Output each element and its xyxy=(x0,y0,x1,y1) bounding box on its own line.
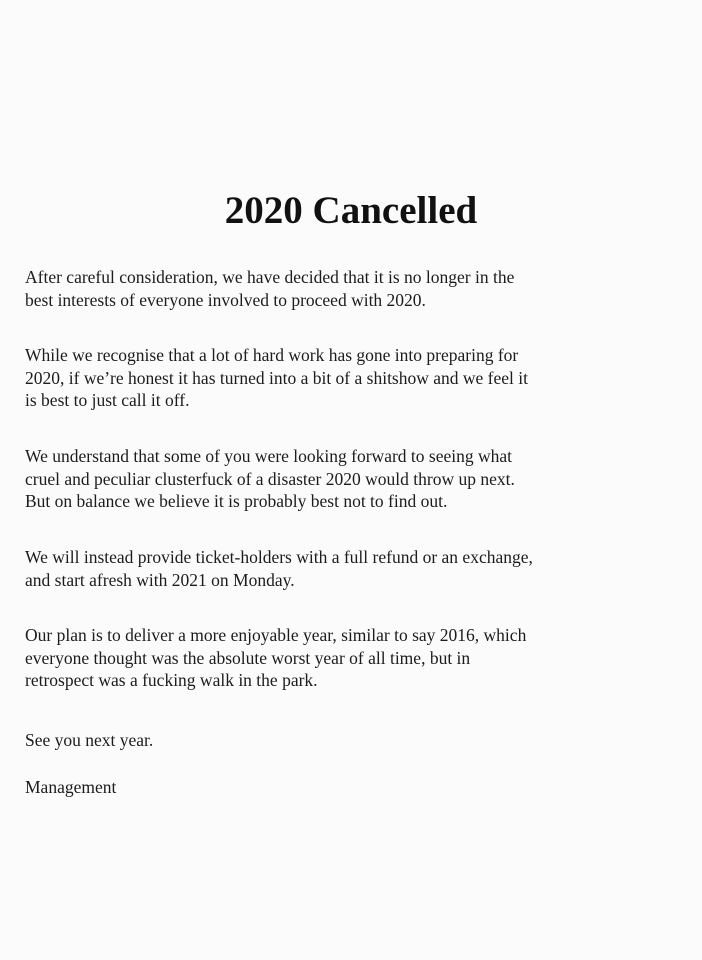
paragraph-recognise: While we recognise that a lot of hard work has gone into preparing for 2020, if we’re honest it has turned into a bit of a shitshow and we feel it is best to just call it off. xyxy=(25,345,529,410)
document-title: 2020 Cancelled xyxy=(224,189,478,232)
paragraph-intro: After careful consideration, we have decided that it is no longer in the best interests of everyone involved to proceed with 2020. xyxy=(25,267,515,310)
paragraph-plan: Our plan is to deliver a more enjoyable year, similar to say 2016, which everyone thought was the absolute worst year of all time, but in retrospect was a fucking walk in the park. xyxy=(25,625,527,690)
paragraph-closing: See you next year. xyxy=(25,730,154,750)
paragraph-understand: We understand that some of you were looking forward to seeing what cruel and peculiar clusterfuck of a disaster 2020 would throw up next. But on balance we believe it is probably best not to find out. xyxy=(25,446,515,511)
signature: Management xyxy=(25,777,117,797)
paragraph-refund: We will instead provide ticket-holders with a full refund or an exchange, and start afresh with 2021 on Monday. xyxy=(25,547,533,590)
